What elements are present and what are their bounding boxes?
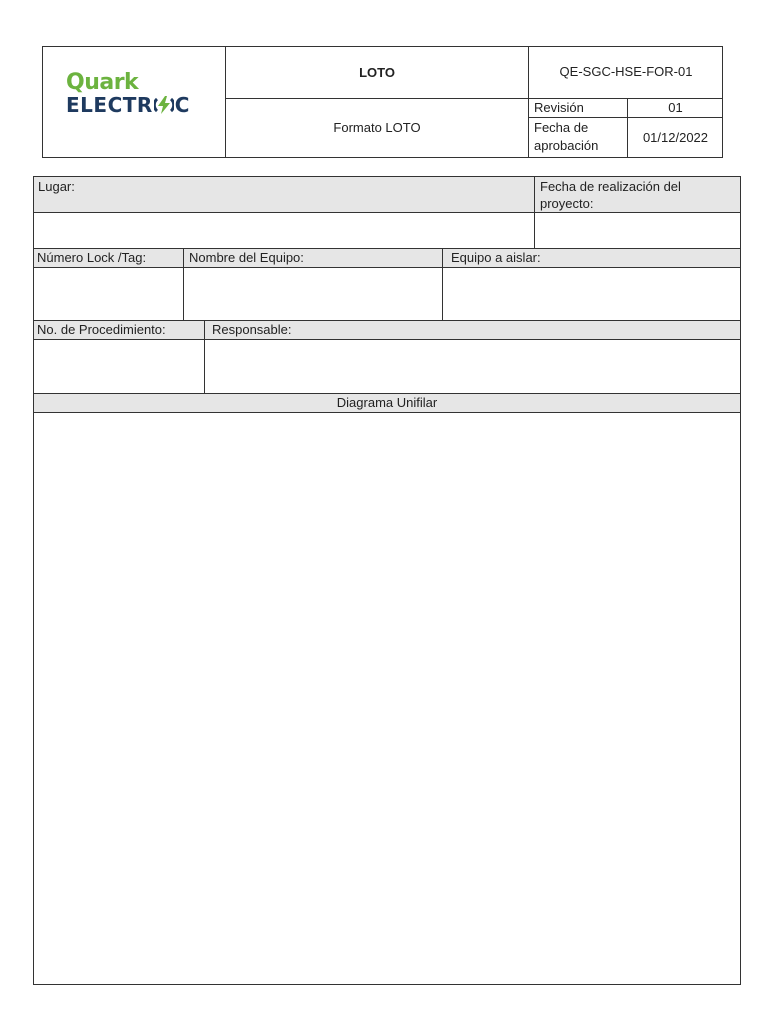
document-code: QE-SGC-HSE-FOR-01 xyxy=(559,64,693,79)
equipo-aislar-label: Equipo a aislar: xyxy=(451,250,541,265)
approval-date-label-line2: aprobación xyxy=(534,138,599,153)
responsable-label: Responsable: xyxy=(212,322,292,337)
fecha-realizacion-label-line1: Fecha de realización del xyxy=(540,179,681,194)
lock-tag-field[interactable] xyxy=(34,268,183,320)
lugar-label: Lugar: xyxy=(38,179,75,194)
document-title: LOTO xyxy=(359,65,395,80)
approval-date-label-line1: Fecha de xyxy=(534,120,589,135)
lock-tag-label: Número Lock /Tag: xyxy=(37,250,147,265)
logo-electric-text: ELECTR C xyxy=(66,93,190,117)
approval-date-value: 01/12/2022 xyxy=(642,130,709,145)
diagrama-unifilar-area[interactable] xyxy=(34,413,740,984)
procedimiento-field[interactable] xyxy=(34,340,204,393)
fecha-realizacion-label-line2: proyecto: xyxy=(540,196,594,211)
revision-value: 01 xyxy=(668,100,683,115)
procedimiento-label: No. de Procedimiento: xyxy=(37,322,166,337)
revision-label: Revisión xyxy=(534,100,584,115)
diagrama-unifilar-label: Diagrama Unifilar xyxy=(336,395,438,410)
nombre-equipo-label: Nombre del Equipo: xyxy=(189,250,304,265)
fecha-realizacion-field[interactable] xyxy=(535,213,740,248)
logo-quark-text: Quark xyxy=(66,70,139,95)
responsable-field[interactable] xyxy=(205,340,740,393)
lightning-bolt-icon xyxy=(154,95,174,115)
lugar-field[interactable] xyxy=(34,213,534,248)
equipo-aislar-field[interactable] xyxy=(443,268,740,320)
nombre-equipo-field[interactable] xyxy=(184,268,442,320)
document-subtitle: Formato LOTO xyxy=(333,120,421,135)
